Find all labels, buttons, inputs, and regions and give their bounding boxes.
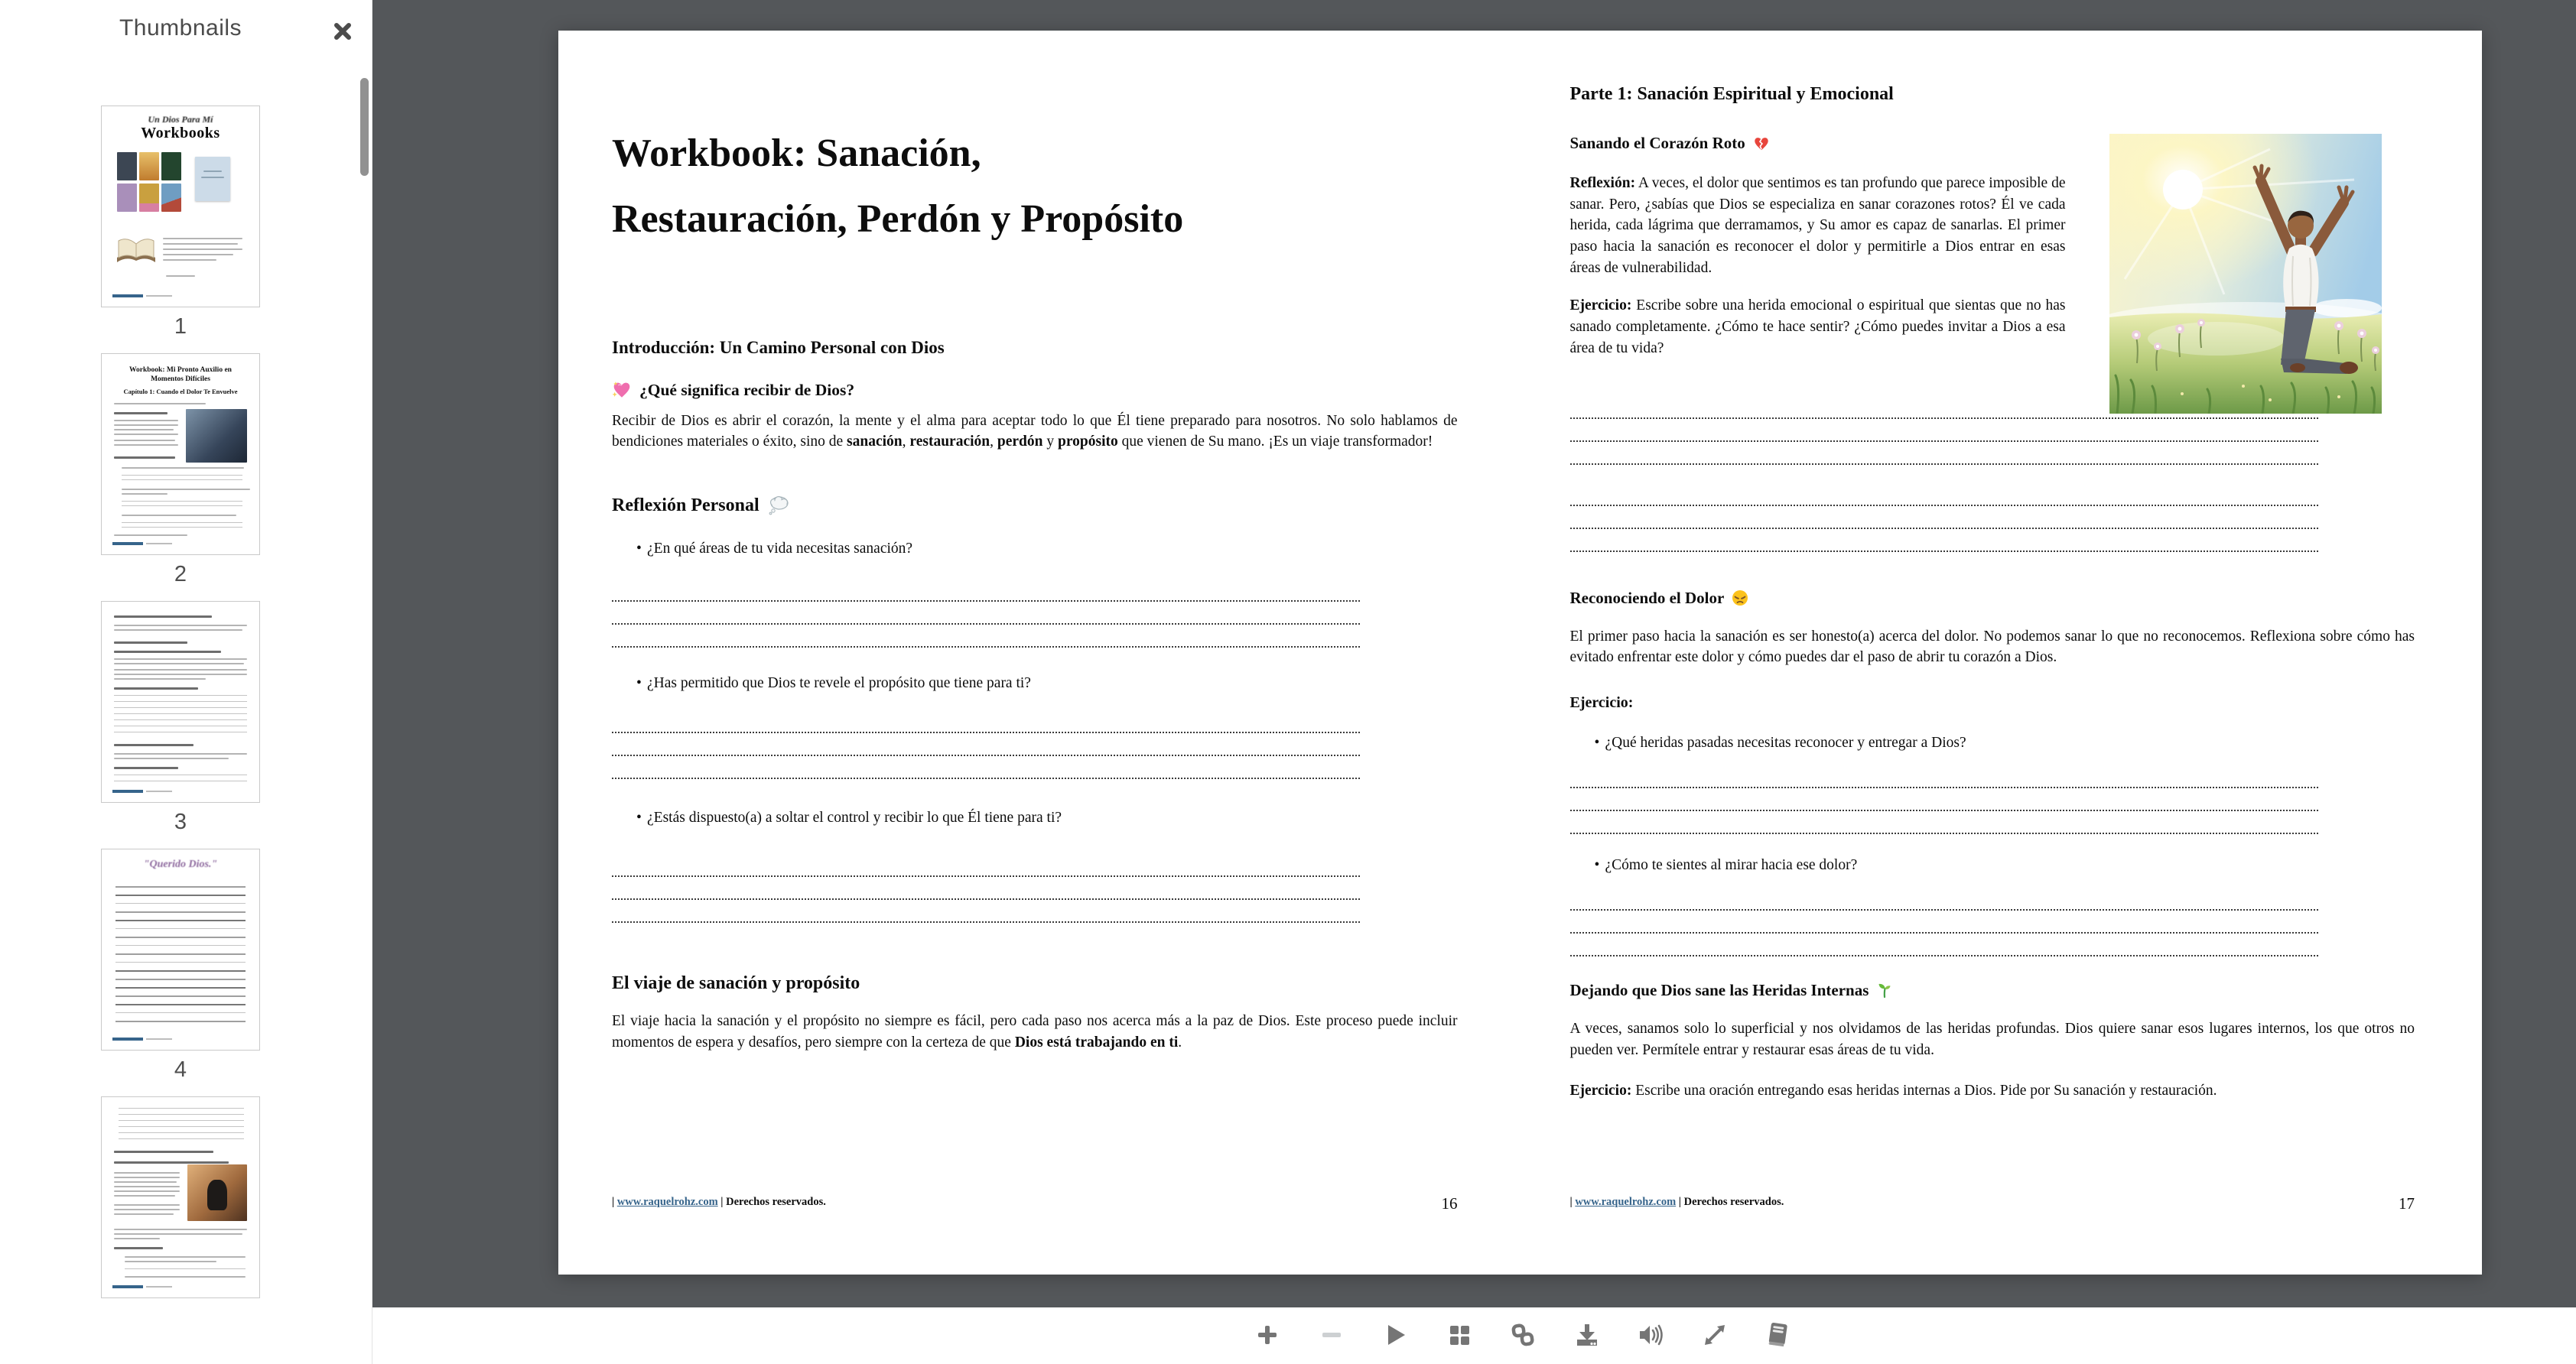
thumbnail-page-preview: [101, 106, 260, 307]
reflexion-question-3: • ¿Estás dispuesto(a) a soltar el control y recibir lo que Él tiene para ti?: [636, 809, 1062, 826]
intro-heading: Introducción: Un Camino Personal con Dios: [612, 337, 945, 357]
answer-lines: [1570, 765, 2318, 834]
page-number: 16: [1441, 1194, 1458, 1213]
person-praising-illustration: [2109, 134, 2382, 414]
book-spread: [558, 31, 2482, 1275]
thumb-footer-link-bar: [112, 790, 143, 793]
thumb-subheading: Capítulo 1: Cuando el Dolor Te Envuelve: [123, 388, 238, 395]
page-grid-button[interactable]: [1442, 1317, 1477, 1353]
reflexion-question-1: • ¿En qué áreas de tu vida necesitas sanación?: [636, 540, 913, 557]
thumb-photo: [186, 409, 247, 463]
plus-icon: [1254, 1322, 1280, 1348]
minus-icon: [1319, 1322, 1345, 1348]
download-icon: [1573, 1321, 1601, 1349]
thumbnails-scrollbar[interactable]: [360, 78, 369, 176]
answer-lines: [1570, 483, 2318, 552]
thumb-footer-link-bar: [112, 1285, 143, 1288]
mini-book-cover: [161, 183, 181, 212]
thumbnail-page-number: 2: [174, 562, 187, 586]
sparkling-heart-emoji: [612, 381, 632, 399]
sound-button[interactable]: [1633, 1317, 1668, 1353]
dejando-paragraph: A veces, sanamos solo lo superficial y nos olvidamos de las heridas profundas. Dios quiere sanar esos lugares internos, los que otros no pueden ver. Permítele entrar y restaurar esas áreas de tu vida.: [1569, 1020, 2415, 1058]
zoom-out-button[interactable]: [1314, 1317, 1349, 1353]
ejercicio-paragraph-3: Ejercicio: Escribe una oración entregando esas heridas internas a Dios. Pide por Su sanación y restauración.: [1569, 1083, 2217, 1099]
mini-book-cover: [117, 183, 137, 212]
thumb-footer-link-bar: [112, 1038, 143, 1041]
thumbnail-page-preview: [101, 1096, 260, 1298]
toolbar-buttons: [1250, 1317, 1796, 1353]
dejando-heading: Dejando que Dios sane las Heridas Internas: [1570, 981, 2415, 1000]
mini-book-cover: [117, 152, 137, 180]
share-button[interactable]: [1505, 1317, 1540, 1353]
thumbnail-page-preview: [101, 353, 260, 555]
footer-website-link[interactable]: www.raquelrohz.com: [616, 1196, 718, 1208]
disappointed-face-emoji: [1732, 589, 1748, 606]
thumbnail-page-preview: [101, 601, 260, 803]
zoom-in-button[interactable]: [1250, 1317, 1285, 1353]
grid-icon: [1446, 1322, 1472, 1348]
answer-lines: [612, 579, 1360, 648]
viaje-paragraph: El viaje hacia la sanación y el propósito no siempre es fácil, pero cada paso nos acerca más a la paz de Dios. Este proceso puede incluir momentos de espera y desafíos, pero siempre con la certeza de que Dios está trabajando en ti.: [612, 1012, 1458, 1051]
thumbnail-page-preview: [101, 849, 260, 1051]
close-icon: [331, 20, 354, 43]
mini-book-cover: [139, 152, 159, 180]
thumb-footer-link-bar: [112, 294, 143, 297]
seedling-emoji: [1876, 982, 1893, 999]
chain-link-icon: [1509, 1321, 1537, 1349]
footer-website-link[interactable]: www.raquelrohz.com: [1575, 1196, 1677, 1208]
thumbnails-panel: [0, 0, 372, 1364]
thumb-photo-figure: [207, 1180, 227, 1210]
left-page[interactable]: [558, 31, 1521, 1275]
right-page[interactable]: [1521, 31, 2483, 1275]
page-thumbnail-5[interactable]: [101, 1096, 260, 1305]
viaje-heading: El viaje de sanación y propósito: [612, 973, 860, 993]
ejercicio-label: Ejercicio:: [1569, 693, 1634, 711]
download-button[interactable]: [1569, 1317, 1605, 1353]
mini-book-cover-large: [195, 157, 230, 201]
thumb-cover-subtitle: Workbooks: [141, 125, 220, 141]
page-title: Workbook: Sanación, Restauración, Perdón y Propósito: [612, 132, 1184, 241]
thumbnail-page-number: 1: [174, 314, 187, 339]
broken-heart-emoji: [1753, 135, 1770, 152]
page-footer: | www.raquelrohz.com | Derechos reservados.: [1569, 1196, 1784, 1208]
reflexion-question-2: • ¿Has permitido que Dios te revele el propósito que tiene para ti?: [636, 674, 1031, 691]
page-number: 17: [2399, 1194, 2415, 1213]
answer-lines: [1570, 888, 2318, 956]
play-icon: [1382, 1322, 1408, 1348]
thumbnail-page-number: 3: [174, 810, 187, 834]
answer-lines: [612, 710, 1360, 779]
mini-book-cover: [161, 152, 181, 180]
diagonal-arrows-icon: [1701, 1321, 1729, 1349]
answer-lines: [612, 854, 1360, 923]
ejercicio-question-1: • ¿Qué heridas pasadas necesitas reconocer y entregar a Dios?: [1594, 734, 1966, 751]
intro-paragraph: Recibir de Dios es abrir el corazón, la mente y el alma para aceptar todo lo que Él tiene preparado para nosotros. No solo hablamos de bendiciones materiales o éxito, sino de sanación, restauración, perdón y propósito que vienen de Su mano. ¡Es un viaje transformador!: [612, 412, 1458, 450]
thumb-footer-link-bar: [112, 542, 143, 545]
speaker-icon: [1637, 1321, 1664, 1349]
reflexion-paragraph: Reflexión: A veces, el dolor que sentimos es tan profundo que parece imposible de sanar. Pero, ¿sabías que Dios se especializa en sanar corazones rotos? Él ve cada herida, cada lágrima que derramamos, y Su amor es capaz de sanarlas. El primer paso hacia la sanación es reconocer el dolor y permitirle a Dios entrar en esas áreas de vulnerabilidad.: [1569, 175, 2066, 276]
page-thumbnail-3[interactable]: [101, 601, 260, 835]
thumbnails-panel-title: Thumbnails: [119, 15, 242, 41]
thumb-cover-title: Un Dios Para Mí: [148, 114, 213, 125]
close-thumbnails-button[interactable]: [331, 20, 354, 43]
ejercicio-paragraph-1: Ejercicio: Escribe sobre una herida emocional o espiritual que sientas que no has sanado completamente. ¿Cómo te hace sentir? ¿Cómo puedes invitar a Dios a esa área de tu vida?: [1569, 297, 2066, 356]
page-footer: | www.raquelrohz.com | Derechos reservados.: [612, 1196, 826, 1208]
thumb-heading: Workbook: Mi Pronto Auxilio en Momentos Difíciles: [129, 366, 232, 383]
page-thumbnail-2[interactable]: [101, 353, 260, 587]
reconociendo-paragraph: El primer paso hacia la sanación es ser honesto(a) acerca del dolor. No podemos sanar lo que no reconocemos. Reflexiona sobre cómo has evitado enfrentar este dolor y cómo puedes dar el paso de abrir tu corazón a Dios.: [1569, 628, 2415, 666]
autoplay-button[interactable]: [1377, 1317, 1413, 1353]
ejercicio-question-2: • ¿Cómo te sientes al mirar hacia ese dolor?: [1594, 856, 1858, 873]
fullscreen-button[interactable]: [1697, 1317, 1732, 1353]
open-book-illustration: [114, 235, 158, 267]
sanando-heading: Sanando el Corazón Roto: [1570, 134, 2415, 153]
thumbnail-page-number: 4: [174, 1057, 187, 1082]
thumb-heading: "Querido Dios.": [143, 859, 218, 870]
question-heading: ¿Qué significa recibir de Dios?: [612, 381, 1458, 400]
bookshelf-button[interactable]: [1761, 1317, 1796, 1353]
mini-book-cover: [139, 183, 159, 212]
reconociendo-heading: Reconociendo el Dolor: [1570, 589, 2415, 608]
reflexion-personal-heading: Reflexión Personal: [612, 495, 1458, 516]
book-icon: [1764, 1320, 1793, 1349]
part-heading: Parte 1: Sanación Espiritual y Emocional: [1569, 84, 1894, 104]
page-thumbnail-4[interactable]: [101, 849, 260, 1083]
thought-balloon-emoji: [767, 495, 790, 515]
page-thumbnail-1[interactable]: [101, 106, 260, 339]
